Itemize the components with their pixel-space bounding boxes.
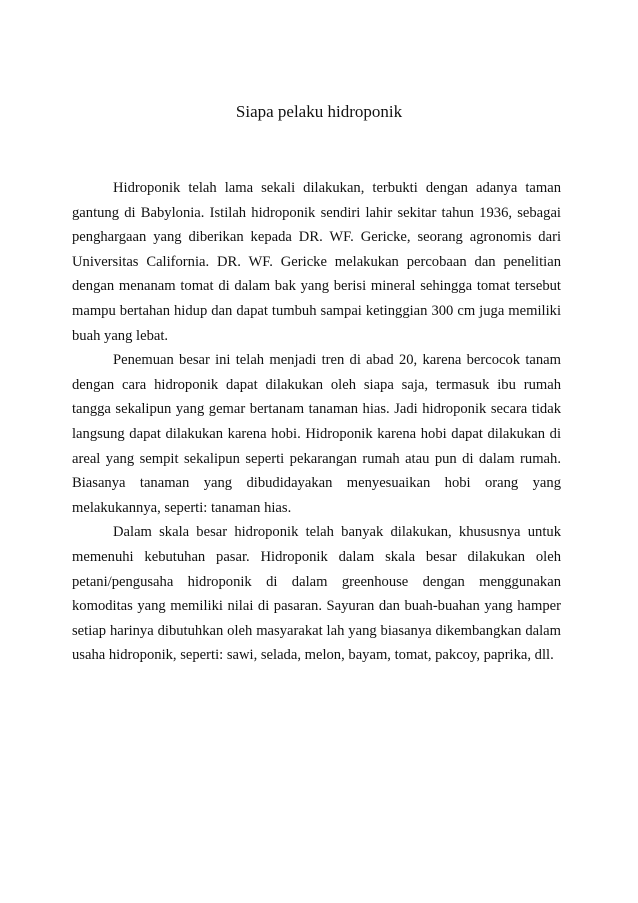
document-body	[72, 176, 561, 668]
paragraph-1: Hidroponik telah lama sekali dilakukan, terbukti dengan adanya taman gantung di Babylonia. Istilah hidroponik sendiri lahir sekitar tahun 1936, sebagai penghargaan yang diberikan kepada DR. WF. Gericke, seorang agronomis dari Universitas California. DR. WF. Gericke melakukan percobaan dan penelitian dengan menanam tomat di dalam bak yang berisi mineral sehingga tomat tersebut mampu bertahan hidup dan dapat tumbuh sampai ketinggian 300 cm juga memiliki buah yang lebat.	[72, 180, 561, 344]
paragraph-3: Dalam skala besar hidroponik telah banyak dilakukan, khususnya untuk memenuhi kebutuhan pasar. Hidroponik dalam skala besar dilakukan oleh petani/pengusaha hidroponik di dalam greenhouse dengan menggunakan komoditas yang memiliki nilai di pasaran. Sayuran dan buah-buahan yang hamper setiap harinya dibutuhkan oleh masyarakat lah yang biasanya dikembangkan dalam usaha hidroponik, seperti: sawi, selada, melon, bayam, tomat, pakcoy, paprika, dll.	[72, 524, 561, 664]
page-title: Siapa pelaku hidroponik	[235, 102, 403, 121]
paragraph-2: Penemuan besar ini telah menjadi tren di abad 20, karena bercocok tanam dengan cara hidroponik dapat dilakukan oleh siapa saja, termasuk ibu rumah tangga sekalipun yang gemar bertanam tanaman hias. Jadi hidroponik secara tidak langsung dapat dilakukan karena hobi. Hidroponik karena hobi dapat dilakukan di areal yang sempit sekalipun seperti pekarangan rumah atau pun di dalam rumah. Biasanya tanaman yang dibudidayakan menyesuaikan hobi orang yang melakukannya, seperti: tanaman hias.	[72, 352, 561, 516]
